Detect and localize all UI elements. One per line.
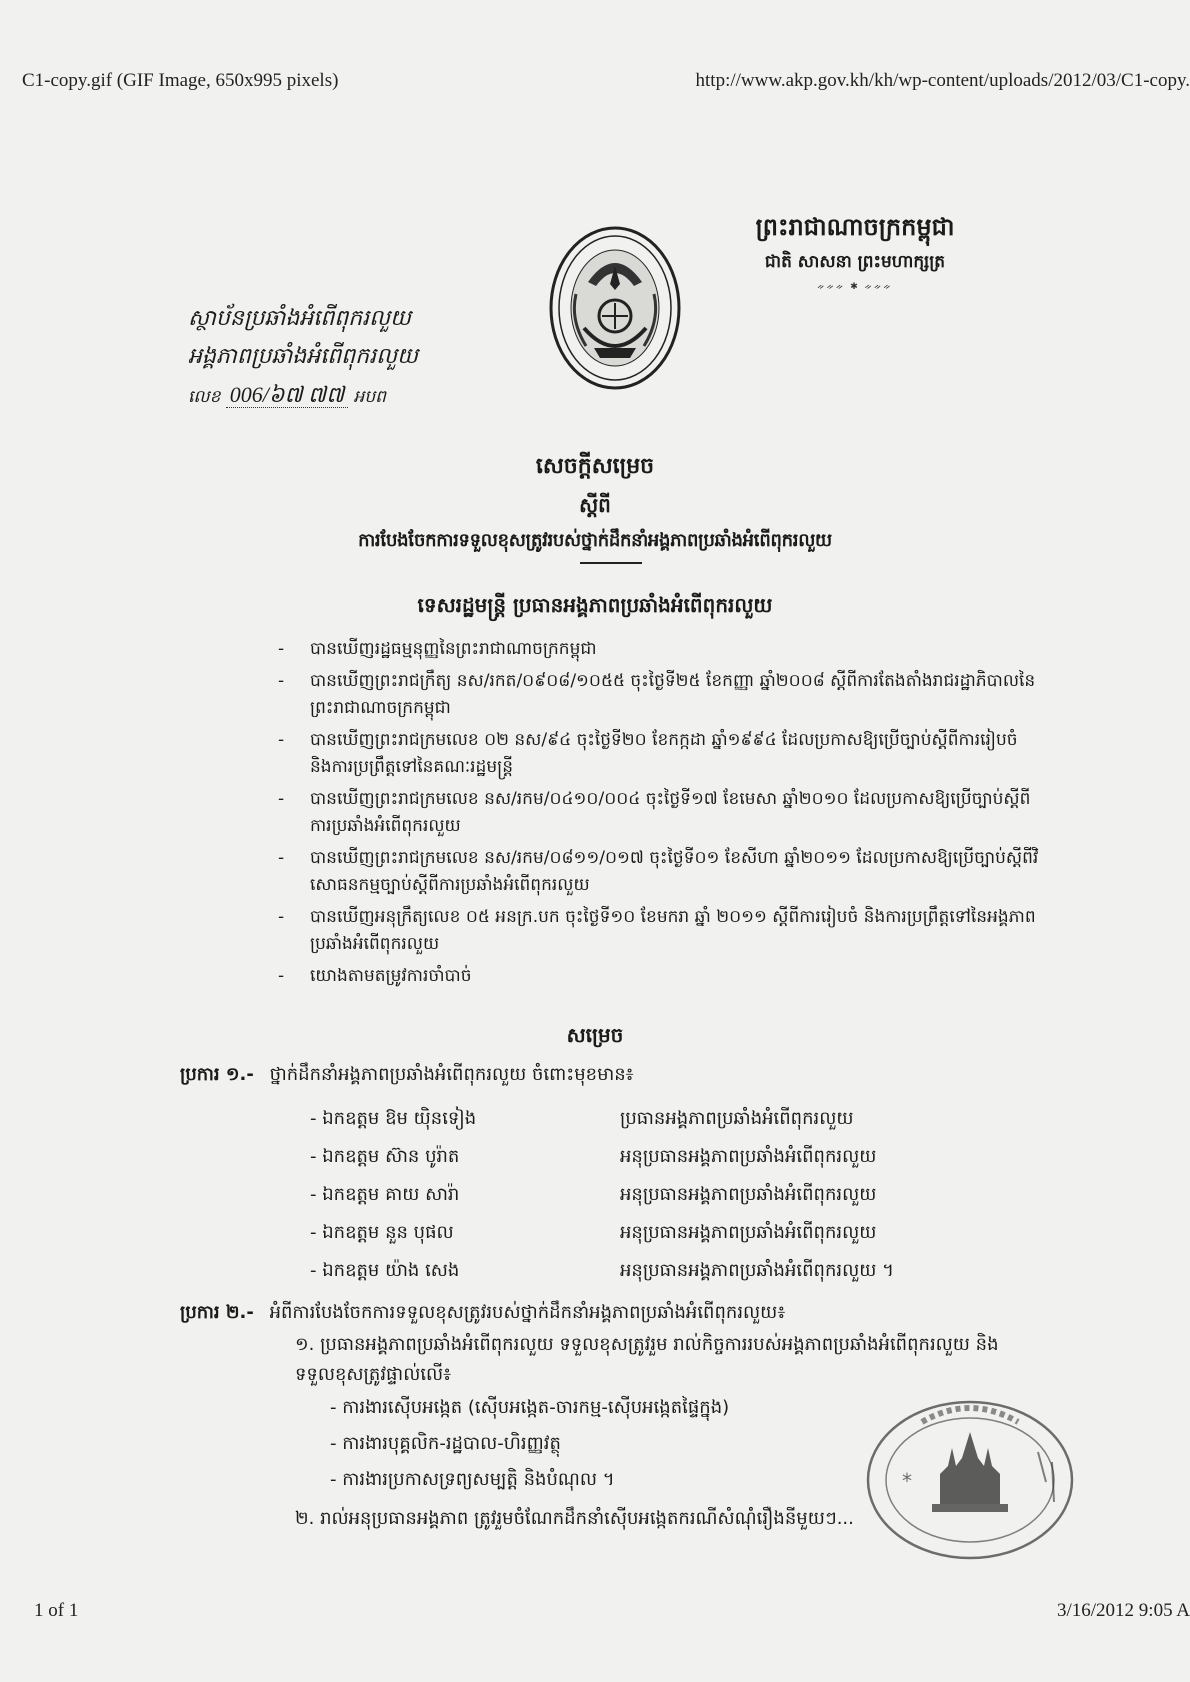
article-2-label: ប្រការ ២.- <box>180 1302 254 1323</box>
article-2-item-1: ១. ប្រធានអង្គភាពប្រឆាំងអំពើពុករលួយ ទទួលខុសត្រូវរួម រាល់កិច្ចការរបស់អង្គភាពប្រឆាំងអំពើពុករលួយ និងទទួលខុសត្រូវផ្ទាល់លើ៖ <box>295 1334 999 1385</box>
member-name: - ឯកឧត្តម ស៊ាន បូរ៉ាត <box>310 1138 620 1176</box>
member-name: - ឯកឧត្តម នួន បុផល <box>310 1214 620 1252</box>
member-role: ប្រធានអង្គភាពប្រឆាំងអំពើពុករលួយ <box>620 1108 854 1129</box>
document-issuer: ទេសរដ្ឋមន្ត្រី ប្រធានអង្គភាពប្រឆាំងអំពើពុករលួយ <box>417 593 773 617</box>
considerations-list <box>300 636 1040 995</box>
reference-number: 006/៦៧ ៧៧ <box>226 382 348 408</box>
consideration-item: - បានឃើញព្រះរាជក្រឹត្យ នស/រកត/០៩០៨/១០៥៥ ចុះថ្ងៃទី២៥ ខែកញ្ញា ឆ្នាំ២០០៨ ស្តីពីការតែងតាំងរាជរដ្ឋាភិបាលនៃព្រះរាជាណាចក្រកម្ពុជា <box>300 668 1040 722</box>
member-role: អនុប្រធានអង្គភាពប្រឆាំងអំពើពុករលួយ <box>620 1184 877 1205</box>
document-subject: ការបែងចែកការទទួលខុសត្រូវរបស់ថ្នាក់ដឹកនាំអង្គភាពប្រឆាំងអំពើពុករលួយ <box>358 530 832 551</box>
document-type: សេចក្តីសម្រេច <box>535 454 655 479</box>
leadership-list <box>310 1100 1000 1290</box>
reference-suffix: អបព <box>353 387 386 407</box>
agency-unit: អង្គភាពប្រឆាំងអំពើពុករលួយ <box>188 344 418 369</box>
consideration-item: - យោងតាមតម្រូវការចាំបាច់ <box>300 963 1040 990</box>
article-2-item-2: ២. រាល់អនុប្រធានអង្គភាព ត្រូវរួមចំណែកដឹកនាំស៊ើបអង្កេតករណីសំណុំរឿងនីមួយៗ... <box>295 1508 854 1529</box>
article-2 <box>180 1298 1050 1328</box>
print-url: http://www.akp.gov.kh/kh/wp-content/uploads/2012/03/C1-copy. <box>695 70 1190 91</box>
svg-text:*: * <box>902 1469 912 1493</box>
president-duties-list <box>330 1390 890 1498</box>
agency-emblem <box>548 224 682 392</box>
nation-religion-king: ជាតិ សាសនា ព្រះមហាក្សត្រ <box>764 252 946 272</box>
member-row <box>310 1214 1000 1252</box>
issuing-agency <box>188 300 418 416</box>
member-role: អនុប្រធានអង្គភាពប្រឆាំងអំពើពុករលួយ <box>620 1222 877 1243</box>
consideration-item: - បានឃើញរដ្ឋធម្មនុញ្ញនៃព្រះរាជាណាចក្រកម្ពុជា <box>300 636 1040 663</box>
document-about: ស្តីពី <box>579 493 611 517</box>
title-divider <box>580 562 642 564</box>
article-2-text: អំពីការបែងចែកការទទួលខុសត្រូវរបស់ថ្នាក់ដឹកនាំអង្គភាពប្រឆាំងអំពើពុករលួយ៖ <box>269 1302 786 1323</box>
agency-institution: ស្ថាប័នប្រឆាំងអំពើពុករលួយ <box>188 306 412 331</box>
member-name: - ឯកឧត្តម គាយ សារ៉ា <box>310 1176 620 1214</box>
duty-item: - ការងារប្រកាសទ្រព្យសម្បត្តិ និងបំណុល ។ <box>330 1462 890 1498</box>
official-seal-stamp <box>862 1392 1078 1562</box>
member-row <box>310 1252 1000 1290</box>
print-page-title: C1-copy.gif (GIF Image, 650x995 pixels) <box>22 70 339 91</box>
motto-ornament: ᨀᨀᨀ ✱ ᨀᨀᨀ <box>817 282 893 292</box>
kingdom-motto <box>730 212 980 292</box>
consideration-item: - បានឃើញព្រះរាជក្រមលេខ នស/រកម/០៨១១/០១៧ ចុះថ្ងៃទី០១ ខែសីហា ឆ្នាំ២០១១ ដែលប្រកាសឱ្យប្រើច្បាប់ស្តីពីវិសោធនកម្មច្បាប់ស្តីពីការប្រឆាំងអំពើពុករលួយ <box>300 845 1040 899</box>
member-role: អនុប្រធានអង្គភាពប្រឆាំងអំពើពុករលួយ <box>620 1146 877 1167</box>
article-1-text: ថ្នាក់ដឹកនាំអង្គភាពប្រឆាំងអំពើពុករលួយ ចំពោះមុខមាន៖ <box>269 1064 634 1085</box>
member-name: - ឯកឧត្តម យ៉ាង សេង <box>310 1252 620 1290</box>
reference-label: លេខ <box>188 387 221 407</box>
article-1 <box>180 1060 1050 1090</box>
print-timestamp: 3/16/2012 9:05 A <box>1056 1600 1190 1621</box>
duty-item: - ការងារបុគ្គលិក-រដ្ឋបាល-ហិរញ្ញវត្ថុ <box>330 1426 890 1462</box>
reference-line <box>188 376 418 416</box>
article-1-label: ប្រការ ១.- <box>180 1064 254 1085</box>
kingdom-name: ព្រះរាជាណាចក្រកម្ពុជា <box>755 213 955 241</box>
member-row <box>310 1176 1000 1214</box>
member-row <box>310 1100 1000 1138</box>
decision-heading: សម្រេច <box>566 1023 624 1047</box>
member-role: អនុប្រធានអង្គភាពប្រឆាំងអំពើពុករលួយ ។ <box>620 1260 894 1281</box>
consideration-item: - បានឃើញអនុក្រឹត្យលេខ ០៥ អនក្រ.បក ចុះថ្ងៃទី១០ ខែមករា ឆ្នាំ ២០១១ ស្តីពីការរៀបចំ និងការប្រព្រឹត្តទៅនៃអង្គភាពប្រឆាំងអំពើពុករលួយ <box>300 904 1040 958</box>
consideration-item: - បានឃើញព្រះរាជក្រមលេខ នស/រកម/០៤១០/០០៤ ចុះថ្ងៃទី១៧ ខែមេសា ឆ្នាំ២០១០ ដែលប្រកាសឱ្យប្រើច្បាប់ស្តីពីការប្រឆាំងអំពើពុករលួយ <box>300 786 1040 840</box>
consideration-item: - បានឃើញព្រះរាជក្រមលេខ ០២ នស/៩៤ ចុះថ្ងៃទី២០ ខែកក្កដា ឆ្នាំ១៩៩៤ ដែលប្រកាសឱ្យប្រើច្បាប់ស្តីពីការរៀបចំ និងការប្រព្រឹត្តទៅនៃគណៈរដ្ឋមន្ត្រី <box>300 727 1040 781</box>
member-row <box>310 1138 1000 1176</box>
member-name: - ឯកឧត្តម ឱម យ៉ិនទៀង <box>310 1100 620 1138</box>
duty-item: - ការងារស៊ើបអង្កេត (ស៊ើបអង្កេត-ចារកម្ម-ស៊ើបអង្កេតផ្ទៃក្នុង) <box>330 1390 890 1426</box>
print-page-count: 1 of 1 <box>34 1600 79 1621</box>
